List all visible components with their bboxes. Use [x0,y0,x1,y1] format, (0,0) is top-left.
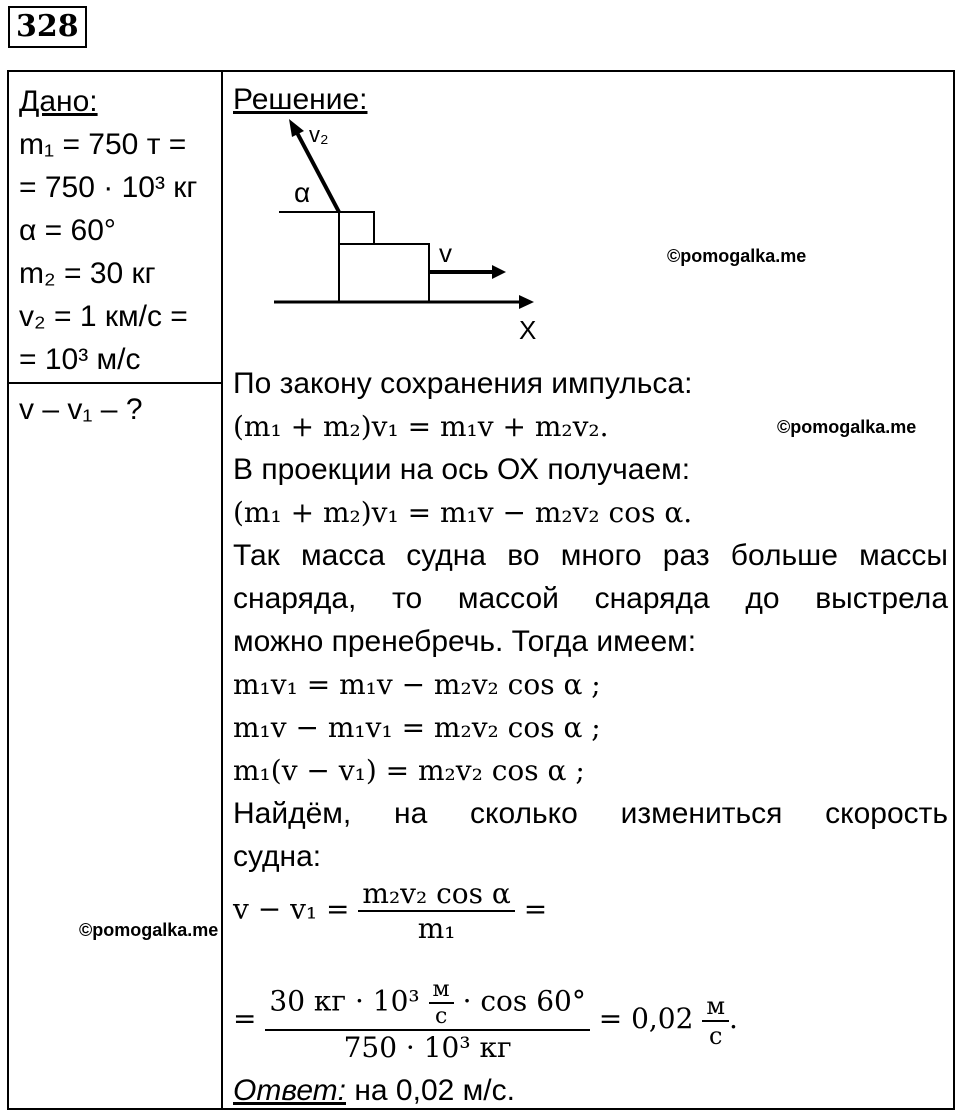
text-line: снаряда, то массой снаряда до выстрела [233,582,948,615]
text-line: Найдём, на сколько измениться скорость [233,797,948,830]
v-arrowhead [492,265,506,279]
find-text: v – v₁ – ? [19,393,143,426]
watermark: ©pomogalka.me [667,246,807,266]
solution-header: Решение: [233,83,368,116]
numerator-part: 30 кг · 10³ [269,984,420,1018]
watermark: ©pomogalka.me [79,920,219,940]
given-line: m₂ = 30 кг [19,257,156,290]
unit-bottom: с [434,1004,448,1029]
denominator: m₁ [417,912,456,945]
gun-box [339,212,374,244]
eq-result: = 0,02 [598,1002,694,1035]
given-line: = 750 · 10³ кг [19,171,198,204]
fraction [265,977,589,1064]
equation-fraction-1 [233,877,547,945]
equation: m₁v₁ = m₁v − m₂v₂ cos α ; [233,668,601,701]
answer-text: на 0,02 м/с. [354,1074,515,1107]
equation: m₁(v − v₁) = m₂v₂ cos α ; [233,754,585,787]
alpha-label: α [294,177,311,208]
equation-fraction-2 [233,977,738,1064]
fraction [358,877,514,945]
equation: (m₁ + m₂)v₁ = m₁v + m₂v₂. [233,410,609,443]
x-axis-arrowhead [519,295,534,309]
v2-arrowhead [289,119,304,137]
solution-table [7,70,955,1110]
equation: (m₁ + m₂)v₁ = m₁v − m₂v₂ cos α. [233,496,693,529]
unit-fraction [702,992,729,1050]
denominator: 750 · 10³ кг [343,1031,512,1064]
unit-top: м [429,977,454,1004]
text-line: можно пренебречь. Тогда имеем: [233,625,697,658]
numerator: m₂v₂ cos α [358,877,514,912]
given-line: α = 60° [19,214,116,247]
given-line: m₁ = 750 т = [19,128,187,161]
eq-rhs: = [523,892,548,926]
unit-fraction [429,977,454,1029]
given-block [19,80,197,381]
text-line: По закону сохранения импульса: [233,367,693,400]
eq-lhs: v − v₁ = [233,892,350,926]
eq-end: . [729,1002,738,1035]
answer-label: Ответ: [233,1074,346,1107]
eq-lhs: = [233,1002,257,1035]
v2-label: v₂ [309,122,329,147]
ship-box [339,244,429,302]
x-label: X [519,315,537,345]
text-line: судна: [233,840,322,873]
v-label: v [439,238,452,268]
text-line: Так масса судна во много раз больше массы [233,539,948,572]
given-header: Дано: [19,85,98,118]
given-line: = 10³ м/с [19,343,141,376]
numerator-part: · cos 60° [462,984,586,1018]
ship-diagram [264,117,564,347]
solution-body [233,362,948,878]
unit-top: м [702,992,729,1022]
numerator [265,977,589,1031]
answer [233,1074,515,1108]
unit-bottom: с [708,1021,723,1050]
equation: m₁v − m₁v₁ = m₂v₂ cos α ; [233,711,601,744]
watermark: ©pomogalka.me [777,417,917,437]
given-find-divider [9,382,221,384]
column-divider [221,72,223,1108]
text-line: В проекции на ось ОХ получаем: [233,453,691,486]
given-line: v₂ = 1 км/с = [19,300,188,333]
problem-number: 328 [8,6,87,48]
